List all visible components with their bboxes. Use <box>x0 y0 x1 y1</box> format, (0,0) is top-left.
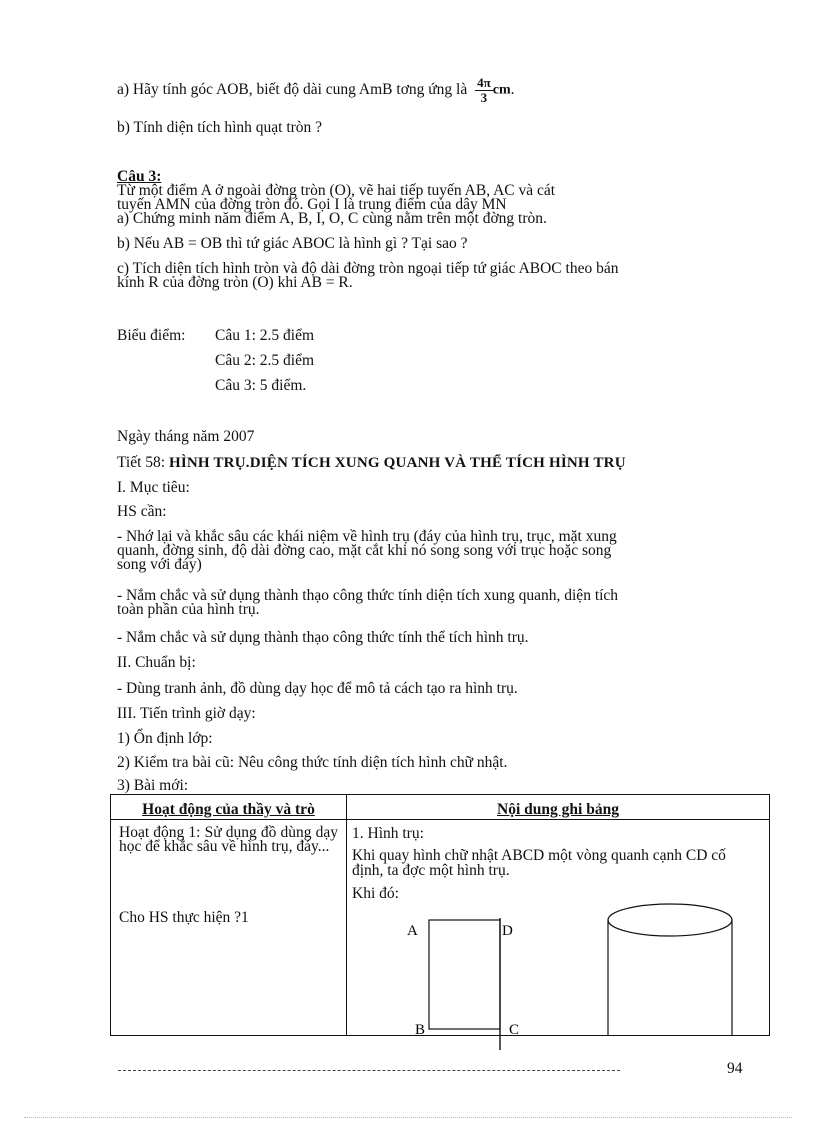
students-need: HS cần: <box>117 503 167 520</box>
board-heading: 1. Hình trụ: <box>352 825 424 842</box>
activity-1-text: Hoạt động 1: Sử dụng đồ dùng dạy học để khắc sâu về hình trụ, đáy... <box>119 824 338 855</box>
footer-rule <box>118 1070 620 1071</box>
grading-label: Biểu điểm: <box>117 327 186 344</box>
preparation-item: - Dùng tranh ảnh, đồ dùng dạy học để mô tả cách tạo ra hình trụ. <box>117 680 518 697</box>
q3-intro-line1: Từ một điểm A ở ngoài đờng tròn (O), vẽ hai tiếp tuyến AB, AC và cát <box>117 182 556 199</box>
header-teacher-student: Hoạt động của thầy và trò <box>111 795 347 820</box>
vertex-label-d: D <box>502 923 513 939</box>
q3-part-c-line2: kính R của đờng tròn (O) khi AB = R. <box>117 274 353 291</box>
q2-part-a-end: . <box>510 81 515 99</box>
vertex-label-c: C <box>509 1022 520 1038</box>
lesson-date: Ngày tháng năm 2007 <box>117 428 255 445</box>
procedure-step-2: 2) Kiểm tra bài cũ: Nêu công thức tính diện tích hình chữ nhật. <box>117 754 508 771</box>
goal-2-line1: - Nắm chắc và sử dụng thành thạo công thức tính diện tích xung quanh, diện tích <box>117 587 619 604</box>
q3-intro-line2: tuyến AMN của đờng tròn đó. Gọi I là trung điểm của dây MN <box>117 196 507 213</box>
vertex-label-a: A <box>407 923 418 939</box>
goal-1-line1: - Nhớ lại và khắc sâu các khái niệm về hình trụ (đáy của hình trụ, trục, mặt xung <box>117 528 617 545</box>
q2-part-b: b) Tính diện tích hình quạt tròn ? <box>117 119 323 136</box>
goal-1-line3: song với đáy) <box>117 556 202 573</box>
cylinder-top-ellipse <box>608 904 732 936</box>
board-description: Khi quay hình chữ nhật ABCD một vòng quanh cạnh CD cố định, ta đợc một hình trụ. <box>352 847 726 879</box>
q3-part-c-line1: c) Tích diện tích hình tròn và độ dài đờng tròn ngoại tiếp tứ giác ABOC theo bán <box>117 260 619 277</box>
grading-item-3: Câu 3: 5 điểm. <box>215 377 307 394</box>
section-objectives: I. Mục tiêu: <box>117 479 190 496</box>
fraction-denominator: 3 <box>480 90 488 105</box>
goal-3: - Nắm chắc và sử dụng thành thạo công thức tính thể tích hình trụ. <box>117 629 529 646</box>
q3-part-a: a) Chứng minh năm điểm A, B, I, O, C cùng nằm trên một đờng tròn. <box>117 210 547 227</box>
grading-item-1: Câu 1: 2.5 điểm <box>215 327 315 344</box>
page-bottom-edge <box>24 1117 792 1118</box>
q3-label: Câu 3: <box>117 168 162 185</box>
board-then: Khi đó: <box>352 885 399 902</box>
vertex-label-b: B <box>415 1022 426 1038</box>
lesson-number: Tiết 58: <box>117 454 166 471</box>
section-preparation: II. Chuẩn bị: <box>117 654 196 671</box>
goal-1-line2: quanh, đờng sinh, độ dài đờng cao, mặt cắt khi nó song song với trục hoặc song <box>117 542 612 559</box>
q2-part-a-text: a) Hãy tính góc AOB, biết độ dài cung AmB tơng ứng là <box>117 81 468 99</box>
unit-cm: cm <box>492 82 511 98</box>
q3-part-b: b) Nếu AB = OB thì tứ giác ABOC là hình gì ? Tại sao ? <box>117 235 468 252</box>
procedure-step-3: 3) Bài mới: <box>117 777 189 794</box>
goal-2-line2: toàn phần của hình trụ. <box>117 601 260 618</box>
procedure-step-1: 1) Ổn định lớp: <box>117 730 213 747</box>
fraction-numerator: 4π <box>477 75 491 90</box>
rectangle-abcd <box>429 920 500 1029</box>
page-number: 94 <box>727 1060 743 1077</box>
activity-task-text: Cho HS thực hiện ?1 <box>119 909 249 926</box>
header-board-content: Nội dung ghi bảng <box>347 795 770 820</box>
cylinder-figure <box>608 904 732 1036</box>
rectangle-abcd-figure <box>407 918 519 1050</box>
grading-item-2: Câu 2: 2.5 điểm <box>215 352 315 369</box>
section-procedure: III. Tiến trình giờ dạy: <box>117 705 256 722</box>
lesson-title: HÌNH TRỤ.DIỆN TÍCH XUNG QUANH VÀ THỂ TÍCH HÌNH TRỤ <box>168 455 626 471</box>
